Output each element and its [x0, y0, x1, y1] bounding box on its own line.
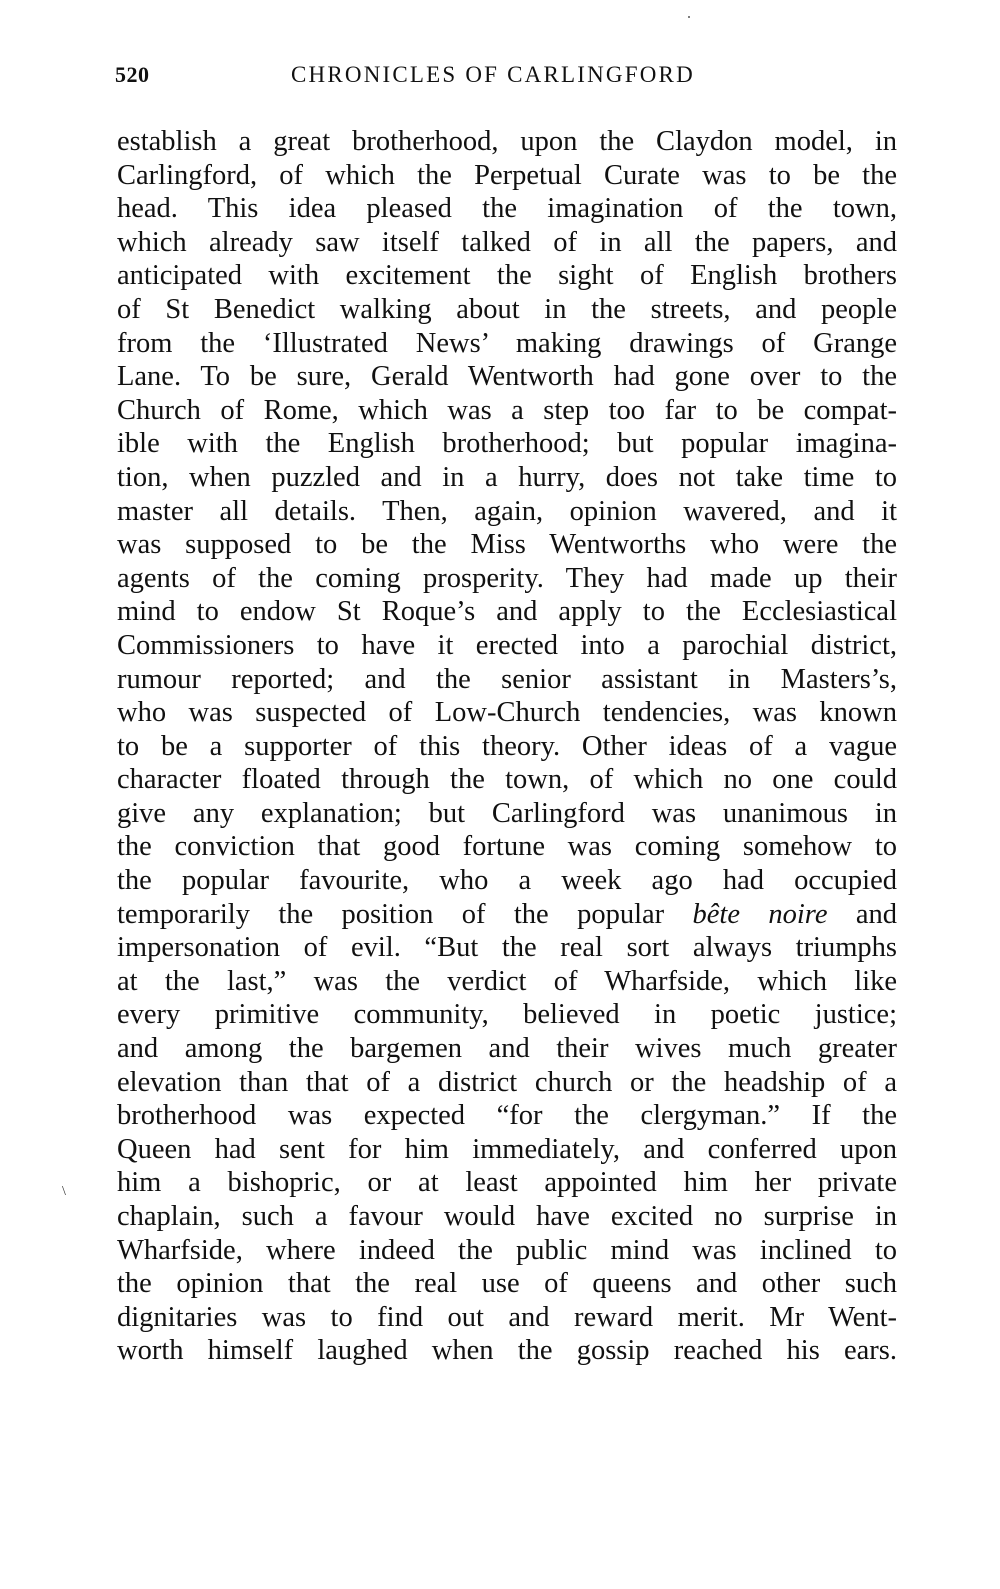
text-line: and among the bargemen and their wives much greater: [117, 1033, 897, 1065]
text-line: the conviction that good fortune was coming somehow to: [117, 831, 897, 863]
print-speck: [688, 16, 690, 18]
text-line: ible with the English brotherhood; but popular imagina-: [117, 428, 897, 460]
text-line: Commissioners to have it erected into a parochial district,: [117, 629, 897, 661]
text-line: of St Benedict walking about in the streets, and people: [117, 293, 897, 325]
text-line: every primitive community, believed in poetic justice;: [117, 999, 897, 1031]
text-line: the opinion that the real use of queens and other such: [117, 1268, 897, 1300]
text-line: tion, when puzzled and in a hurry, does not take time to: [117, 461, 897, 493]
text-line: impersonation of evil. “But the real sort always triumphs: [117, 932, 897, 964]
text-line: Queen had sent for him immediately, and conferred upon: [117, 1133, 897, 1165]
text-line: to be a supporter of this theory. Other ideas of a vague: [117, 730, 897, 762]
text-line: establish a great brotherhood, upon the Claydon model, in: [117, 126, 897, 157]
text-line: brotherhood was expected “for the clergyman.” If the: [117, 1100, 897, 1132]
text-line: Lane. To be sure, Gerald Wentworth had gone over to the: [117, 361, 897, 393]
running-title: CHRONICLES OF CARLINGFORD: [291, 62, 695, 87]
text-line: worth himself laughed when the gossip reached his ears.: [117, 1335, 897, 1367]
text-line: Church of Rome, which was a step too far to be compat-: [117, 394, 897, 426]
text-line: Carlingford, of which the Perpetual Curate was to be the: [117, 159, 897, 191]
running-head: [115, 62, 895, 96]
text-line: elevation than that of a district church or the headship of a: [117, 1066, 897, 1098]
text-line: who was suspected of Low-Church tendencies, was known: [117, 697, 897, 729]
text-line: character floated through the town, of which no one could: [117, 764, 897, 796]
text-line: which already saw itself talked of in all the papers, and: [117, 226, 897, 258]
page-number: 520: [115, 62, 150, 87]
text-line: master all details. Then, again, opinion wavered, and it: [117, 495, 897, 527]
text-line: mind to endow St Roque’s and apply to the Ecclesiastical: [117, 596, 897, 628]
text-run: and: [827, 898, 897, 930]
italic-phrase: bête noire: [692, 898, 828, 930]
text-line: chaplain, such a favour would have excited no surprise in: [117, 1201, 897, 1232]
text-line: was supposed to be the Miss Wentworths who were the: [117, 529, 897, 561]
text-line: at the last,” was the verdict of Wharfside, which like: [117, 965, 897, 997]
text-line: agents of the coming prosperity. They had made up their: [117, 562, 897, 594]
text-run: temporarily the position of the popular: [117, 898, 693, 930]
text-line: him a bishopric, or at least appointed him her private: [117, 1167, 897, 1199]
body-text: [117, 125, 897, 1368]
text-line: give any explanation; but Carlingford was unanimous in: [117, 797, 897, 829]
text-line: rumour reported; and the senior assistant in Masters’s,: [117, 663, 897, 695]
text-line: head. This idea pleased the imagination of the town,: [117, 193, 897, 225]
text-line: anticipated with excitement the sight of English brothers: [117, 260, 897, 292]
text-line: dignitaries was to find out and reward merit. Mr Went-: [117, 1301, 897, 1333]
text-line: the popular favourite, who a week ago had occupied: [117, 865, 897, 897]
margin-mark: \: [62, 1184, 66, 1199]
text-line: from the ‘Illustrated News’ making drawings of Grange: [117, 327, 897, 359]
text-line: [117, 898, 897, 932]
text-line: Wharfside, where indeed the public mind was inclined to: [117, 1234, 897, 1266]
